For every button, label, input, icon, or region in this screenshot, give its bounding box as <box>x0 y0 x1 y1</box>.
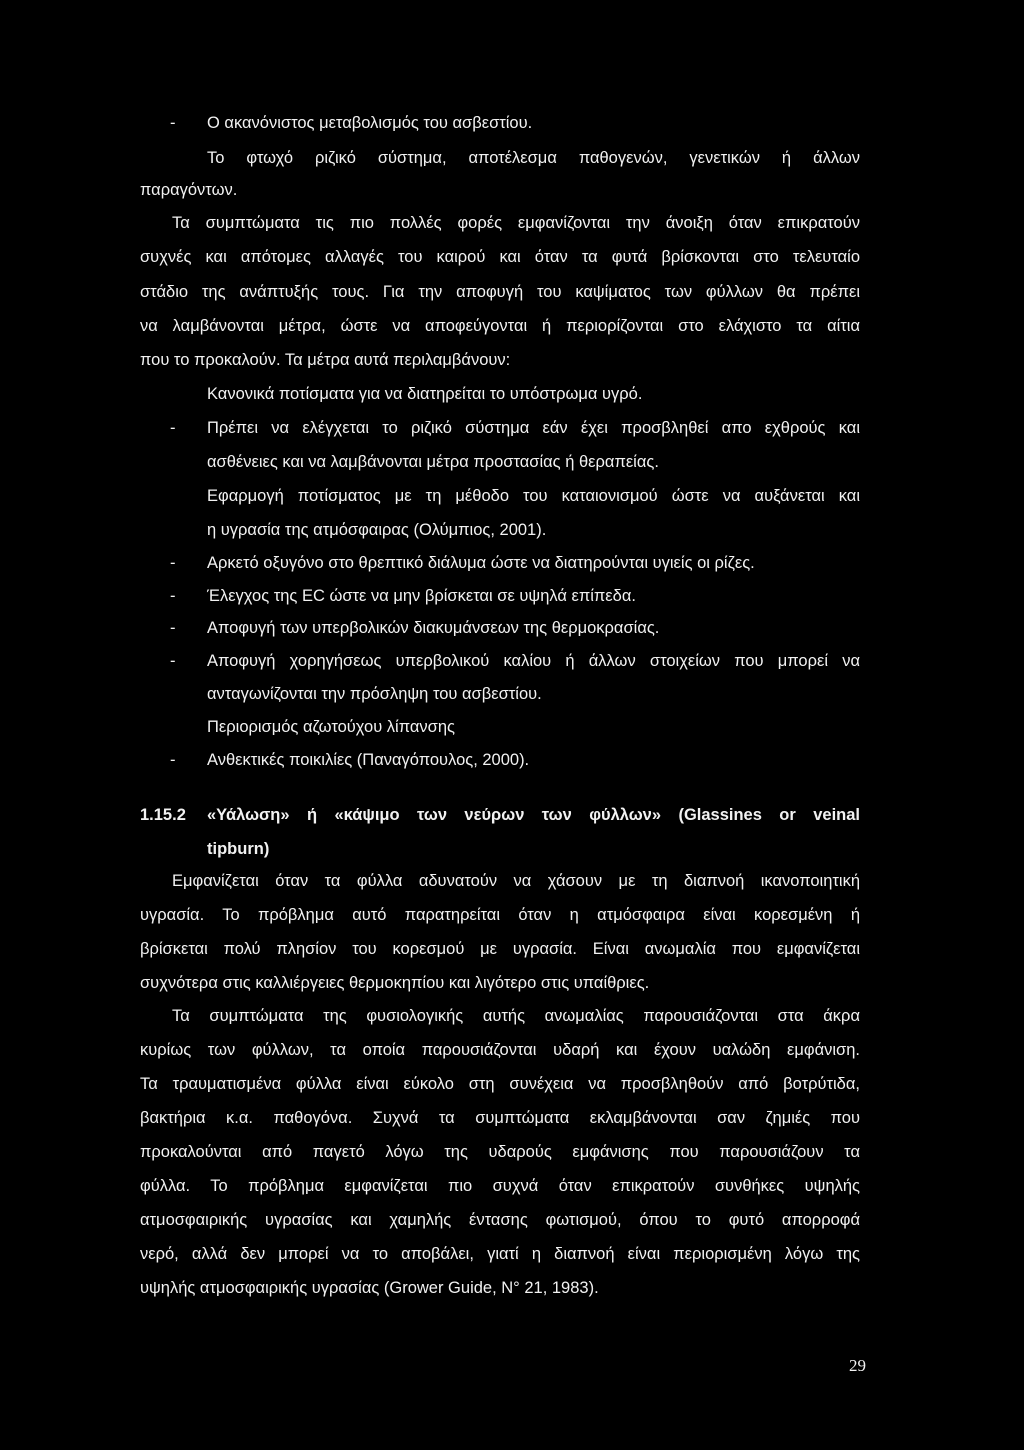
paragraph-line: βακτήρια κ.α. παθογόνα. Συχνά τα συμπτώματα εκλαμβάνονται σαν ζημιές που <box>140 1109 860 1127</box>
list-item: Έλεγχος της EC ώστε να μην βρίσκεται σε υψηλά επίπεδα. <box>207 587 636 605</box>
list-item: Πρέπει να ελέγχεται το ριζικό σύστημα εάν έχει προσβληθεί απο εχθρούς και <box>207 419 860 437</box>
paragraph-line: που το προκαλούν. Τα μέτρα αυτά περιλαμβάνουν: <box>140 351 511 369</box>
paragraph-line: βρίσκεται πολύ πλησίον του κορεσμού με υγρασία. Είναι ανωμαλία που εμφανίζεται <box>140 940 860 958</box>
page-number: 29 <box>849 1356 866 1375</box>
list-dash: - <box>170 619 176 637</box>
list-item: Ο ακανόνιστος μεταβολισμός του ασβεστίου. <box>207 114 533 132</box>
list-item: Περιορισμός αζωτούχου λίπανσης <box>207 718 455 736</box>
list-item-continuation: η υγρασία της ατμόσφαιρας (Ολύμπιος, 2001). <box>207 521 547 539</box>
paragraph-line: νερό, αλλά δεν μπορεί να το αποβάλει, γιατί η διαπνοή είναι περιορισμένη λόγω της <box>140 1245 860 1263</box>
paragraph-line: συχνότερα στις καλλιέργειες θερμοκηπίου και λιγότερο στις υπαίθριες. <box>140 974 650 992</box>
paragraph-line: Τα συμπτώματα τις πιο πολλές φορές εμφανίζονται την άνοιξη όταν επικρατούν <box>172 214 860 232</box>
list-dash: - <box>170 419 176 437</box>
list-item: Αρκετό οξυγόνο στο θρεπτικό διάλυμα ώστε να διατηρούνται υγιείς οι ρίζες. <box>207 554 755 572</box>
section-title: «Υάλωση» ή «κάψιμο των νεύρων των φύλλων» (Glassines or veinal <box>207 806 860 824</box>
paragraph-line: Τα τραυματισμένα φύλλα είναι εύκολο στη συνέχεια να προσβληθούν από βοτρύτιδα, <box>140 1075 860 1093</box>
paragraph-line: υψηλής ατμοσφαιρικής υγρασίας (Grower Guide, N° 21, 1983). <box>140 1279 599 1297</box>
paragraph-line: υγρασία. Το πρόβλημα αυτό παρατηρείται όταν η ατμόσφαιρα είναι κορεσμένη ή <box>140 906 860 924</box>
list-item: Αποφυγή χορηγήσεως υπερβολικού καλίου ή άλλων στοιχείων που μπορεί να <box>207 652 860 670</box>
list-dash: - <box>170 587 176 605</box>
paragraph-line: Εμφανίζεται όταν τα φύλλα αδυνατούν να χάσουν με τη διαπνοή ικανοποιητική <box>172 872 860 890</box>
paragraph-line: προκαλούνται από παγετό λόγω της υδαρούς εμφάνισης που παρουσιάζουν τα <box>140 1143 860 1161</box>
list-item-continuation: ανταγωνίζονται την πρόσληψη του ασβεστίου. <box>207 685 542 703</box>
paragraph-line: φύλλα. Το πρόβλημα εμφανίζεται πιο συχνά όταν επικρατούν συνθήκες υψηλής <box>140 1177 860 1195</box>
list-dash: - <box>170 554 176 572</box>
list-item-continuation: παραγόντων. <box>140 181 238 199</box>
list-item: Κανονικά ποτίσματα για να διατηρείται το υπόστρωμα υγρό. <box>207 385 643 403</box>
list-item: Το φτωχό ριζικό σύστημα, αποτέλεσμα παθογενών, γενετικών ή άλλων <box>207 149 860 167</box>
paragraph-line: να λαμβάνονται μέτρα, ώστε να αποφεύγονται ή περιορίζονται στο ελάχιστο τα αίτια <box>140 317 860 335</box>
list-item-continuation: ασθένειες και να λαμβάνονται μέτρα προστασίας ή θεραπείας. <box>207 453 659 471</box>
paragraph-line: κυρίως των φύλλων, τα οποία παρουσιάζονται υδαρή και έχουν υαλώδη εμφάνιση. <box>140 1041 860 1059</box>
paragraph-line: συχνές και απότομες αλλαγές του καιρού και όταν τα φυτά βρίσκονται στο τελευταίο <box>140 248 860 266</box>
paragraph-line: στάδιο της ανάπτυξής τους. Για την αποφυγή του καψίματος των φύλλων θα πρέπει <box>140 283 860 301</box>
list-dash: - <box>170 652 176 670</box>
section-number: 1.15.2 <box>140 806 186 824</box>
paragraph-line: Τα συμπτώματα της φυσιολογικής αυτής ανωμαλίας παρουσιάζονται στα άκρα <box>172 1007 860 1025</box>
list-dash: - <box>170 114 176 132</box>
list-item: Αποφυγή των υπερβολικών διακυμάνσεων της θερμοκρασίας. <box>207 619 660 637</box>
list-item: Ανθεκτικές ποικιλίες (Παναγόπουλος, 2000). <box>207 751 530 769</box>
list-item: Εφαρμογή ποτίσματος με τη μέθοδο του καταιονισμού ώστε να αυξάνεται και <box>207 487 860 505</box>
list-dash: - <box>170 751 176 769</box>
section-title-continuation: tipburn) <box>207 840 270 858</box>
paragraph-line: ατμοσφαιρικής υγρασίας και χαμηλής έντασης φωτισμού, όπου το φυτό απορροφά <box>140 1211 860 1229</box>
